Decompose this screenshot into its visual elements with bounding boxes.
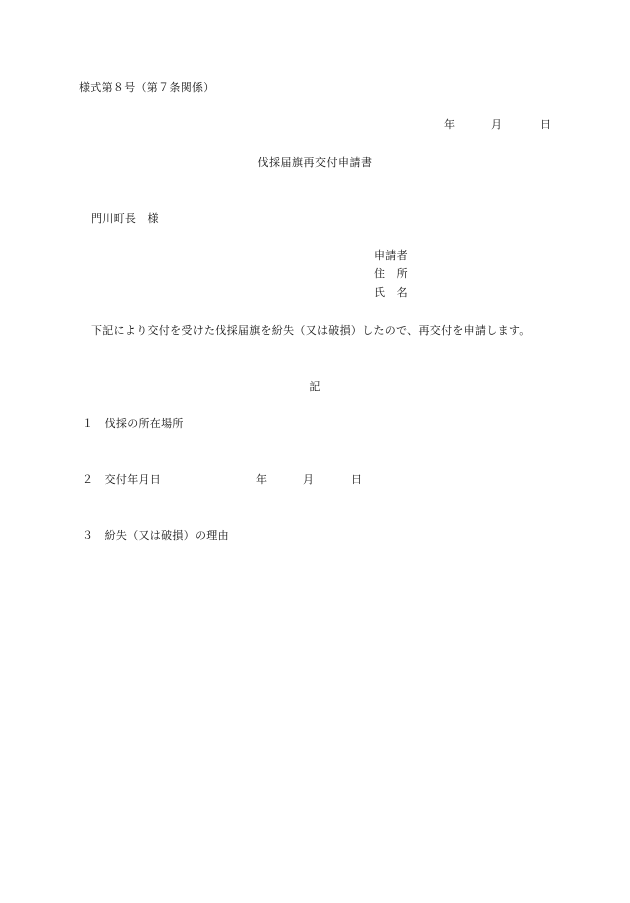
item-loss-reason: ３ 紛失（又は破損）の理由 xyxy=(82,529,229,542)
name-label: 氏 名 xyxy=(374,286,408,299)
issue-date-year-label: 年 xyxy=(256,473,268,486)
address-label: 住 所 xyxy=(374,267,408,280)
date-day-label: 日 xyxy=(540,118,552,131)
issue-date-month-label: 月 xyxy=(303,473,315,486)
ki-heading: 記 xyxy=(309,380,321,393)
item-location: １ 伐採の所在場所 xyxy=(82,417,184,430)
body-text: 下記により交付を受けた伐採届旗を紛失（又は破損）したので、再交付を申請します。 xyxy=(91,324,531,337)
document-title: 伐採届旗再交付申請書 xyxy=(257,156,373,169)
date-year-label: 年 xyxy=(444,118,456,131)
issue-date-day-label: 日 xyxy=(351,473,363,486)
item-issue-date: ２ 交付年月日 xyxy=(82,473,162,486)
form-number: 様式第８号（第７条関係） xyxy=(79,81,215,94)
addressee: 門川町長 様 xyxy=(91,212,159,225)
applicant-label: 申請者 xyxy=(374,249,408,262)
date-month-label: 月 xyxy=(491,118,503,131)
